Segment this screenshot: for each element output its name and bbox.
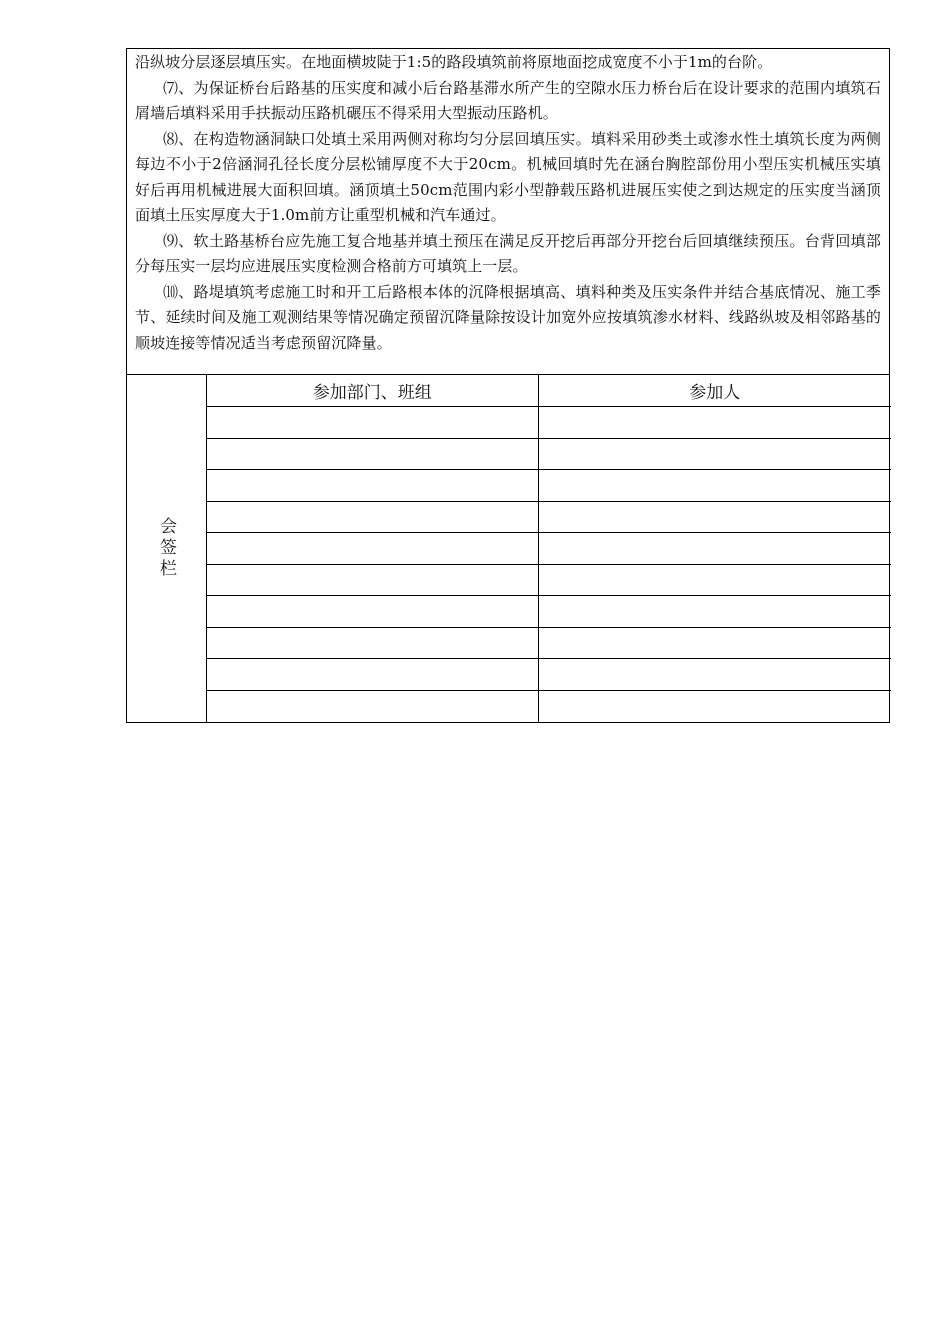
participant-cell[interactable] <box>538 501 891 533</box>
participant-cell[interactable] <box>538 470 891 502</box>
table-row <box>207 533 891 565</box>
department-cell[interactable] <box>207 564 538 596</box>
disclosure-form <box>126 48 890 723</box>
paragraph-item-8: ⑻、在构造物涵洞缺口处填土采用两侧对称均匀分层回填压实。填料采用砂类土或渗水性土填筑长度为两侧每边不小于2倍涵洞孔径长度分层松铺厚度不大于20cm。机械回填时先在涵台胸腔部份用小型压实机械压实填好后再用机械进展大面积回填。涵顶填土50cm范围内彩小型静载压路机进展压实使之到达规定的压实度当涵顶面填土压实厚度大于1.0m前方让重型机械和汽车通过。 <box>135 129 881 224</box>
participant-cell[interactable] <box>538 659 891 691</box>
signoff-label: 会签栏 <box>156 517 176 580</box>
department-cell[interactable] <box>207 501 538 533</box>
table-row <box>207 470 891 502</box>
table-row <box>207 564 891 596</box>
table-row <box>207 596 891 628</box>
department-cell[interactable] <box>207 438 538 470</box>
participant-cell[interactable] <box>538 564 891 596</box>
paragraph-continuation: 沿纵坡分层逐层填压实。在地面横坡陡于1:5的路段填筑前将原地面挖成宽度不小于1m的台阶。 <box>135 53 773 71</box>
signoff-section <box>127 375 889 722</box>
table-row <box>207 690 891 722</box>
table-row <box>207 659 891 691</box>
participant-cell[interactable] <box>538 690 891 722</box>
table-row <box>207 627 891 659</box>
signoff-label-cell <box>127 375 207 722</box>
table-row <box>207 407 891 439</box>
department-cell[interactable] <box>207 627 538 659</box>
table-row <box>207 438 891 470</box>
technical-content-section <box>127 49 889 375</box>
department-cell[interactable] <box>207 407 538 439</box>
header-department: 参加部门、班组 <box>207 375 538 407</box>
department-cell[interactable] <box>207 596 538 628</box>
participant-cell[interactable] <box>538 533 891 565</box>
paragraph-item-7: ⑺、为保证桥台后路基的压实度和减小后台路基滞水所产生的空隙水压力桥台后在设计要求的范围内填筑石屑墙后填料采用手扶振动压路机碾压不得采用大型振动压路机。 <box>135 78 881 122</box>
header-participants: 参加人 <box>538 375 891 407</box>
department-cell[interactable] <box>207 470 538 502</box>
department-cell[interactable] <box>207 690 538 722</box>
signoff-header-row <box>207 375 891 407</box>
paragraph-item-9: ⑼、软土路基桥台应先施工复合地基并填土预压在满足反开挖后再部分开挖台后回填继续预压。台背回填部分每压实一层均应进展压实度检测合格前方可填筑上一层。 <box>135 231 881 275</box>
table-row <box>207 501 891 533</box>
participant-cell[interactable] <box>538 438 891 470</box>
signoff-table <box>207 375 891 722</box>
department-cell[interactable] <box>207 659 538 691</box>
department-cell[interactable] <box>207 533 538 565</box>
participant-cell[interactable] <box>538 407 891 439</box>
participant-cell[interactable] <box>538 627 891 659</box>
participant-cell[interactable] <box>538 596 891 628</box>
paragraph-item-10: ⑽、路堤填筑考虑施工时和开工后路根本体的沉降根据填高、填料种类及压实条件并结合基底情况、施工季节、延续时间及施工观测结果等情况确定预留沉降量除按设计加宽外应按填筑渗水材料、线路纵坡及相邻路基的顺坡连接等情况适当考虑预留沉降量。 <box>135 282 881 352</box>
